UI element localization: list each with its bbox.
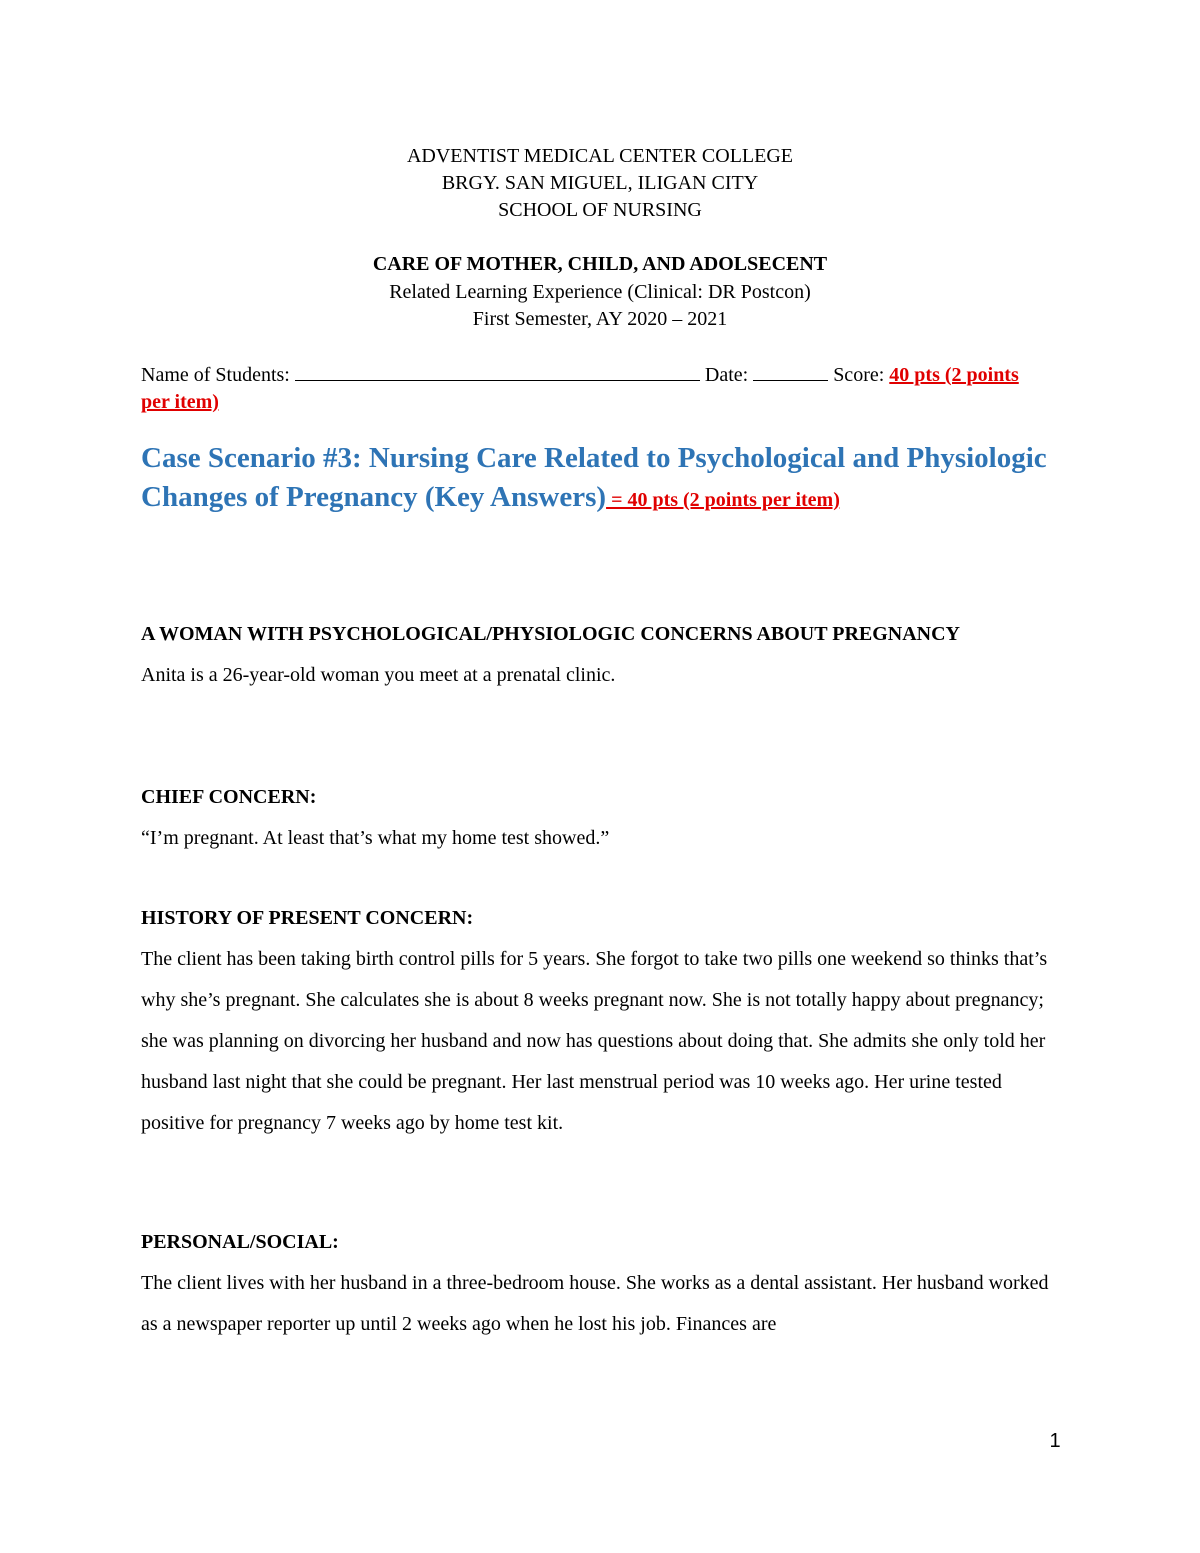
section-chief-concern <box>141 777 1051 859</box>
school-name: SCHOOL OF NURSING <box>498 199 702 221</box>
date-label: Date: <box>704 364 749 386</box>
date-blank[interactable] <box>753 360 828 381</box>
semester-line: First Semester, AY 2020 – 2021 <box>472 308 728 330</box>
case-points: = 40 pts (2 points per item) <box>606 489 840 511</box>
section-text: The client lives with her husband in a three-bedroom house. She works as a dental assistant. Her husband worked as a newspaper reporter up until 2 weeks ago when he lost his job. Finances are <box>141 1272 1049 1335</box>
section-text: Anita is a 26-year-old woman you meet at a prenatal clinic. <box>141 664 616 686</box>
section-personal-social <box>141 1222 1051 1345</box>
institution-name: ADVENTIST MEDICAL CENTER COLLEGE <box>406 145 794 167</box>
section-heading: PERSONAL/SOCIAL: <box>141 1231 339 1253</box>
section-text: The client has been taking birth control pills for 5 years. She forgot to take two pills one weekend so thinks that’s why she’s pregnant. She calculates she is about 8 weeks pregnant now. She is not totally happy about pregnancy; she was planning on divorcing her husband and now has questions about doing that. She admits she only told her husband last night that she could be pregnant. Her last menstrual period was 10 weeks ago. Her urine tested positive for pregnancy 7 weeks ago by home test kit. <box>141 948 1048 1134</box>
section-text: “I’m pregnant. At least that’s what my home test showed.” <box>141 827 610 849</box>
rle-subtitle: Related Learning Experience (Clinical: DR Postcon) <box>389 281 811 303</box>
case-title: Case Scenario #3: Nursing Care Related to Psychological and Physiologic Changes of Pregnancy (Key Answers) <box>141 442 1047 513</box>
section-heading: CHIEF CONCERN: <box>141 786 317 808</box>
section-heading: HISTORY OF PRESENT CONCERN: <box>141 907 474 929</box>
case-heading <box>141 440 1051 518</box>
student-info-row <box>141 360 1051 416</box>
name-label: Name of Students: <box>141 364 290 386</box>
score-value: 40 pts (2 points per item) <box>141 364 1019 413</box>
course-title: CARE OF MOTHER, CHILD, AND ADOLSECENT <box>372 253 828 275</box>
section-heading: A WOMAN WITH PSYCHOLOGICAL/PHYSIOLOGIC CONCERNS ABOUT PREGNANCY <box>141 623 961 645</box>
institution-address: BRGY. SAN MIGUEL, ILIGAN CITY <box>441 172 759 194</box>
section-woman <box>141 614 1051 696</box>
section-history <box>141 898 1051 1144</box>
score-label: Score: <box>833 364 885 386</box>
page-number: 1 <box>1049 1430 1061 1452</box>
name-blank[interactable] <box>295 360 700 381</box>
